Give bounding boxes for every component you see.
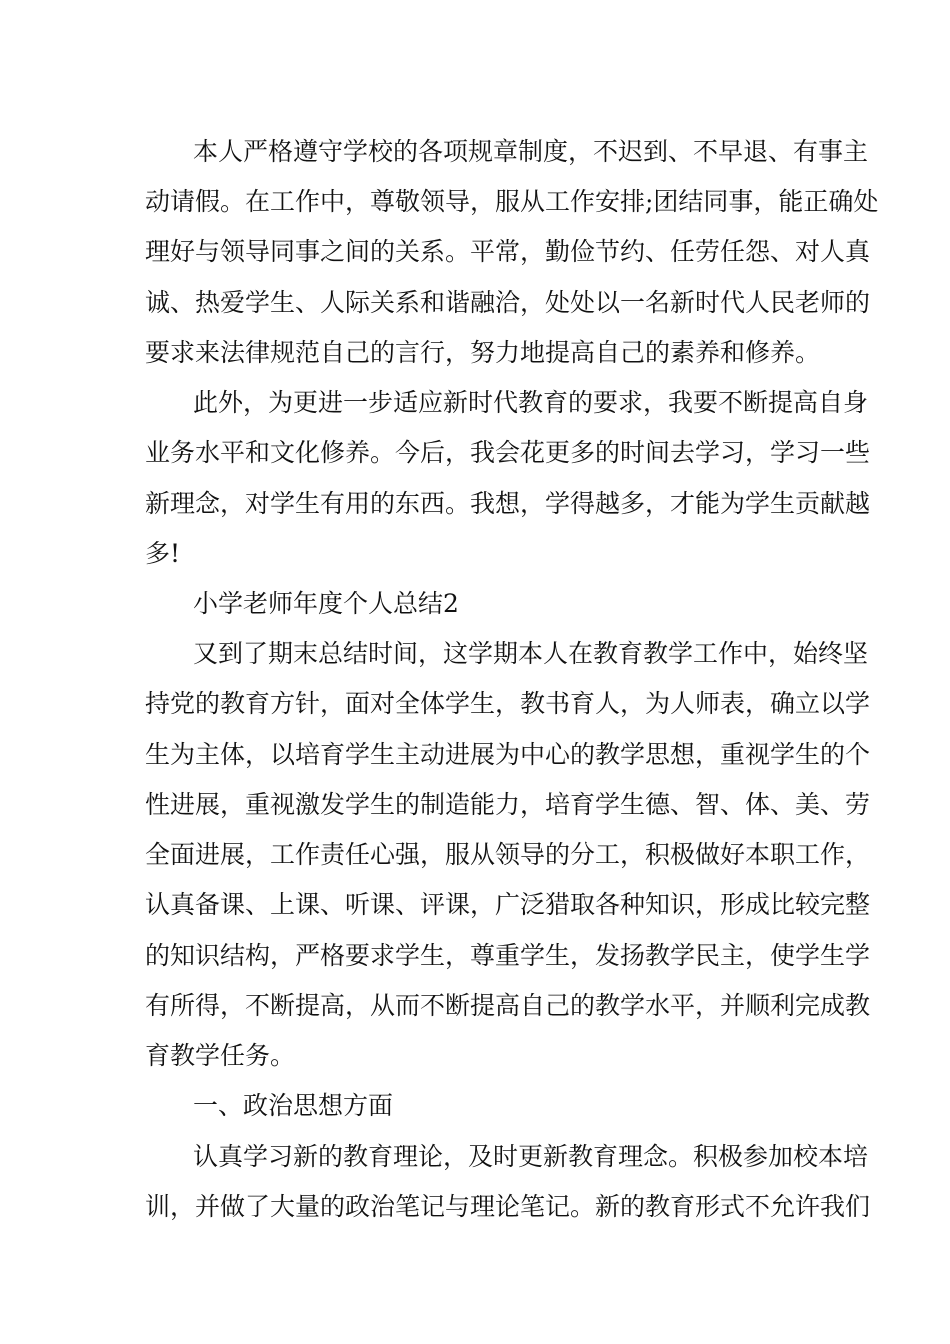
paragraph-line: 诚、热爱学生、人际关系和谐融洽，处处以一名新时代人民老师的 xyxy=(145,288,871,317)
paragraph-line: 多! xyxy=(145,539,181,568)
paragraph-line: 理好与领导同事之间的关系。平常，勤俭节约、任劳任怨、对人真 xyxy=(145,237,871,266)
paragraph-line: 持党的教育方针，面对全体学生，教书育人，为人师表，确立以学 xyxy=(145,689,871,718)
paragraph-line: 性进展，重视激发学生的制造能力，培育学生德、智、体、美、劳 xyxy=(145,790,871,819)
paragraph-line: 认真备课、上课、听课、评课，广泛猎取各种知识，形成比较完整 xyxy=(145,890,871,919)
paragraph-line: 此外，为更进一步适应新时代教育的要求，我要不断提高自身 xyxy=(193,388,869,417)
paragraph-line: 要求来法律规范自己的言行，努力地提高自己的素养和修养。 xyxy=(145,338,821,367)
paragraph-line: 动请假。在工作中，尊敬领导，服从工作安排;团结同事，能正确处 xyxy=(145,187,879,216)
section-heading: 一、政治思想方面 xyxy=(193,1091,394,1120)
paragraph-line: 生为主体，以培育学生主动进展为中心的教学思想，重视学生的个 xyxy=(145,740,871,769)
paragraph-line: 有所得，不断提高，从而不断提高自己的教学水平，并顺利完成教 xyxy=(145,991,871,1020)
paragraph-line: 业务水平和文化修养。今后，我会花更多的时间去学习，学习一些 xyxy=(145,438,871,467)
paragraph-line: 认真学习新的教育理论，及时更新教育理念。积极参加校本培 xyxy=(193,1142,869,1171)
section-title: 小学老师年度个人总结2 xyxy=(193,589,459,618)
paragraph-line: 本人严格遵守学校的各项规章制度，不迟到、不早退、有事主 xyxy=(193,137,869,166)
paragraph-line: 又到了期末总结时间，这学期本人在教育教学工作中，始终坚 xyxy=(193,639,869,668)
paragraph-line: 全面进展，工作责任心强，服从领导的分工，积极做好本职工作， xyxy=(145,840,871,869)
paragraph-line: 育教学任务。 xyxy=(145,1041,296,1070)
paragraph-line: 的知识结构，严格要求学生，尊重学生，发扬教学民主，使学生学 xyxy=(145,941,871,970)
paragraph-line: 训，并做了大量的政治笔记与理论笔记。新的教育形式不允许我们 xyxy=(145,1192,871,1221)
paragraph-line: 新理念，对学生有用的东西。我想，学得越多，才能为学生贡献越 xyxy=(145,489,871,518)
